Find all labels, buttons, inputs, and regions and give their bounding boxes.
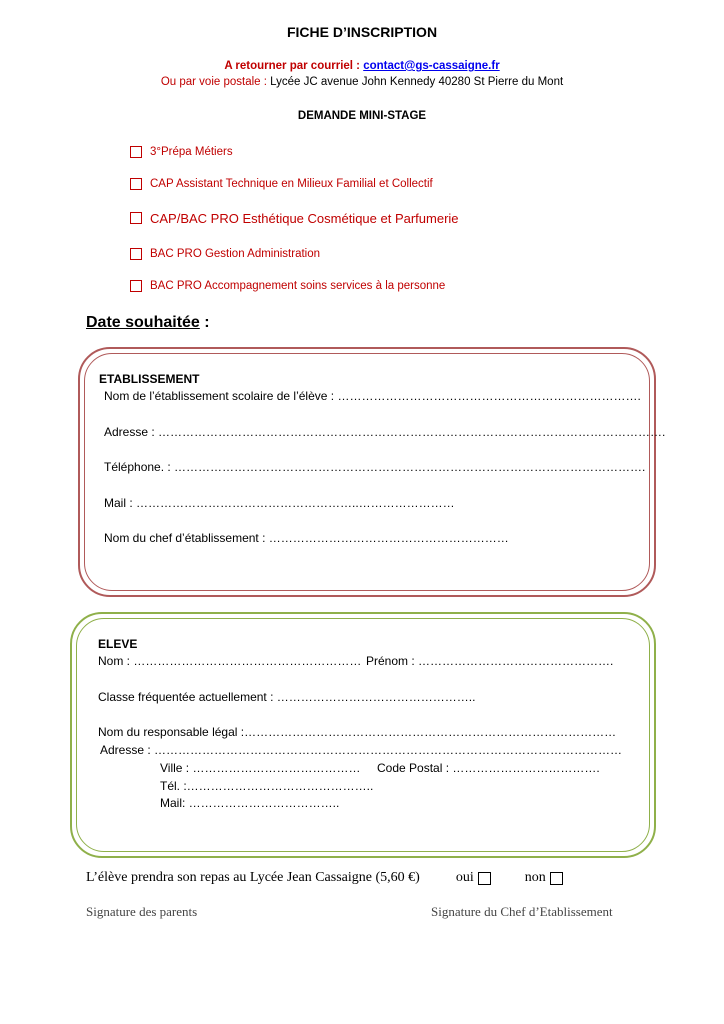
form-title: FICHE D’INSCRIPTION — [286, 24, 438, 40]
date-label-colon: : — [199, 314, 210, 331]
meal-oui-label: oui — [455, 870, 474, 885]
option-label: BAC PRO Gestion Administration — [150, 248, 321, 260]
student-mail-field[interactable]: Mail: ……………………………….. — [160, 796, 340, 810]
meal-question-text: L’élève prendra son repas au Lycée Jean Cassaigne (5,60 €) — [86, 870, 420, 885]
school-mail-field[interactable]: Mail : ………………………………………………..…………………… — [104, 496, 455, 510]
postal-prefix: Ou par voie postale : — [160, 76, 271, 88]
option-bac-gestion[interactable] — [130, 246, 320, 262]
school-phone-field[interactable]: Téléphone. : ………………………………………………………………………………………………………. — [104, 460, 646, 474]
option-label: CAP Assistant Technique en Milieux Familial et Collectif — [150, 178, 433, 190]
meal-non-checkbox[interactable] — [550, 872, 563, 885]
student-code-postal-field[interactable]: Code Postal : ………………………………. — [377, 761, 600, 775]
email-link[interactable]: contact@gs-cassaigne.fr — [363, 60, 500, 72]
school-head-field[interactable]: Nom du chef d’établissement : …………………………………………………… — [104, 531, 509, 545]
school-name-field[interactable]: Nom de l’établissement scolaire de l’élève : …………………………………………………………………. — [104, 389, 641, 403]
option-label: CAP/BAC PRO Esthétique Cosmétique et Parfumerie — [150, 210, 459, 226]
checkbox[interactable] — [130, 212, 142, 224]
eleve-heading: ELEVE — [98, 637, 138, 651]
chef-signature-label: Signature du Chef d’Etablissement — [431, 904, 613, 919]
student-nom-field[interactable]: Nom : ………………………………………………… — [98, 654, 362, 668]
option-cap-bac-esthetique[interactable] — [130, 210, 459, 226]
option-bac-accompagnement[interactable] — [130, 278, 445, 294]
student-classe-field[interactable]: Classe fréquentée actuellement : ………………………………………….. — [98, 690, 476, 704]
legal-guardian-field[interactable]: Nom du responsable légal :………………………………………………………………………………… — [98, 725, 617, 739]
student-prenom-field[interactable]: Prénom : …………………………………………. — [366, 654, 614, 668]
postal-instructions — [0, 76, 724, 88]
meal-non-label: non — [524, 870, 546, 885]
date-label-text: Date souhaitée — [86, 314, 200, 331]
student-tel-field[interactable]: Tél. :……………………………………….. — [160, 779, 374, 793]
option-label: BAC PRO Accompagnement soins services à la personne — [150, 280, 446, 292]
option-cap-atmfc[interactable] — [130, 176, 433, 192]
student-ville-field[interactable]: Ville : …………………………………… — [160, 761, 361, 775]
form-subtitle: DEMANDE MINI-STAGE — [297, 110, 427, 122]
option-prepa-metiers[interactable] — [130, 144, 233, 160]
return-instructions — [0, 60, 724, 72]
checkbox[interactable] — [130, 178, 142, 190]
return-prefix: A retourner par courriel : — [224, 60, 364, 72]
meal-oui-checkbox[interactable] — [478, 872, 491, 885]
option-label: 3°Prépa Métiers — [150, 146, 233, 158]
school-address-field[interactable]: Adresse : ………………………………………………………………………………………………………………. — [104, 425, 666, 439]
student-adresse-field[interactable]: Adresse : ……………………………………………………………………………………………………… — [100, 743, 623, 757]
meal-question — [86, 870, 563, 886]
checkbox[interactable] — [130, 146, 142, 158]
checkbox[interactable] — [130, 280, 142, 292]
date-souhaitee-label — [86, 314, 210, 332]
postal-address: Lycée JC avenue John Kennedy 40280 St Pierre du Mont — [270, 76, 564, 88]
etablissement-heading: ETABLISSEMENT — [99, 372, 200, 386]
parents-signature-label: Signature des parents — [86, 904, 198, 919]
checkbox[interactable] — [130, 248, 142, 260]
